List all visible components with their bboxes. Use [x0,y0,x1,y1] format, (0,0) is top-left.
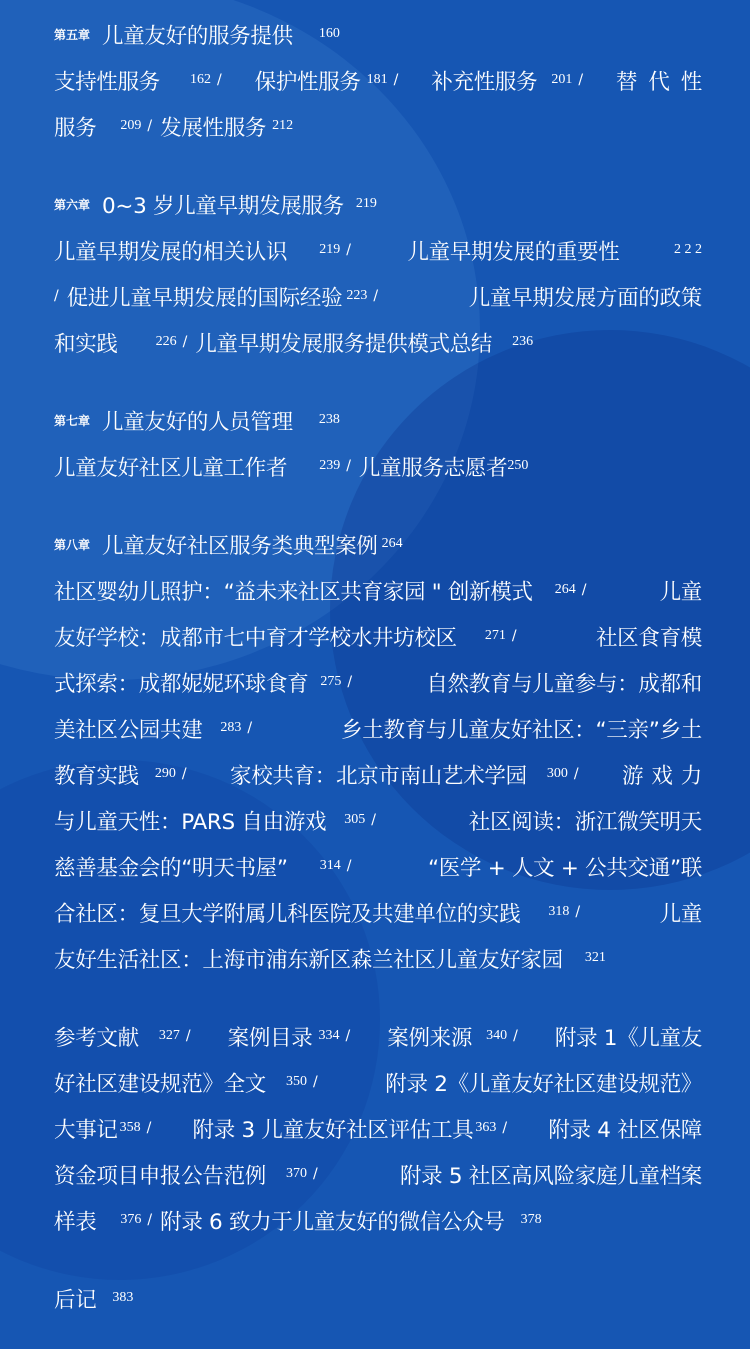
entry-title: 保护性服务 [254,69,361,95]
toc-entry[interactable] [54,281,386,312]
toc-entry[interactable]: 儿童早期发展的重要性 [407,239,620,265]
page-number: 275 [320,674,342,689]
toc-entry[interactable] [431,65,591,96]
entry-title: 参考文献 [54,1025,139,1051]
chapter-8-heading[interactable] [54,527,702,561]
toc-entry[interactable] [387,1021,526,1052]
toc-line [54,1065,702,1099]
entry-title: 附录 6 致力于儿童友好的微信公众号 [160,1209,505,1235]
toc-entry[interactable] [54,759,195,790]
separator: / [393,72,399,88]
toc-line [54,757,702,791]
toc-line [54,279,702,313]
separator: / [575,904,581,920]
entry-title: 儿童早期发展服务提供模式总结 [195,331,493,357]
chapter-title: 儿童友好社区服务类典型案例 [102,533,378,559]
separator: / [573,766,579,782]
entry-title: 和实践 [54,331,118,357]
entry-title: 资金项目申报公告范例 [54,1163,267,1189]
page-number: 363 [475,1120,497,1135]
toc-line [54,449,702,483]
entry-title: 友好生活社区：上海市浦东新区森兰社区儿童友好家园 [54,947,563,973]
entry-title: 儿童早期发展的相关认识 [54,239,288,265]
entry-title: 附录 3 儿童友好社区评估工具 [192,1117,474,1143]
separator: / [313,1074,318,1090]
toc-line [54,573,702,607]
toc-entry-start[interactable]: 社区食育模 [595,625,702,651]
toc-entry-start[interactable]: 附录 1《儿童友 [554,1025,702,1051]
toc-line [54,233,702,267]
entry-char: 戏 [651,763,673,789]
chapter-title: 0~3 岁儿童早期发展服务 [102,193,344,219]
separator: / [146,1120,152,1136]
toc-entry[interactable] [54,667,360,698]
separator: / [313,1166,318,1182]
page-number: 236 [512,334,534,349]
page-number: 201 [551,72,573,87]
entry-title: 社区婴幼儿照护：“益未来社区共育家园 " 创新模式 [54,579,533,605]
separator: / [54,288,59,304]
toc-entry-end[interactable] [54,111,160,142]
page-number: 358 [119,1120,141,1135]
entry-title: 慈善基金会的“明天书屋” [54,855,288,881]
toc-entry-start[interactable]: 儿童 [659,901,702,927]
toc-line [54,1157,702,1191]
page-number: 370 [286,1166,308,1181]
toc-line [54,1019,702,1053]
toc-entry-start[interactable]: 社区阅读：浙江微笑明天 [468,809,702,835]
toc-entry-start[interactable]: 自然教育与儿童参与：成都和 [426,671,702,697]
toc-entry-end[interactable] [54,1067,326,1098]
page-number: 271 [484,628,506,643]
chapter-label: 第五章 [54,27,91,42]
separator: / [578,72,584,88]
toc-entry[interactable] [255,65,407,96]
entry-title: 发展性服务 [160,115,267,141]
page-number: 250 [507,458,529,473]
toc-entry-start[interactable] [616,65,702,96]
entry-title: 后记 [54,1287,97,1313]
page-number: 318 [548,904,570,919]
page-number: 350 [286,1074,308,1089]
toc-entry[interactable] [54,65,230,96]
entry-char: 性 [680,69,702,95]
entry-title: 服务 [54,115,97,141]
toc-entry[interactable] [54,451,359,482]
separator: / [346,242,351,258]
entry-char: 替 [615,69,638,95]
separator: / [182,334,188,350]
chapter-title: 儿童友好的服务提供 [102,23,293,49]
page-number: 219 [355,196,377,211]
page-number: 212 [272,118,294,133]
entry-title: 支持性服务 [54,69,161,95]
toc-entry[interactable] [160,1205,547,1236]
entry-title: 友好学校：成都市七中育才学校水井坊校区 [54,625,457,651]
separator: / [581,582,587,598]
chapter-7-heading[interactable] [54,403,702,437]
chapter-6-heading[interactable] [54,187,702,221]
toc-line [54,665,702,699]
separator: / [513,1028,518,1044]
separator: / [147,118,153,134]
toc-line [54,711,702,745]
toc-entry[interactable] [54,713,260,744]
page-number: 314 [319,858,341,873]
toc-line [54,619,702,653]
page-number: 383 [112,1290,134,1305]
entry-char: 力 [680,763,702,789]
entry-title: 促进儿童早期发展的国际经验 [66,285,343,311]
toc-entry[interactable] [228,1021,359,1052]
toc-entry[interactable] [195,327,539,358]
entry-title: 儿童友好社区儿童工作者 [54,455,288,481]
page-number: 376 [120,1212,142,1227]
page-number: 334 [318,1028,340,1043]
toc-entry[interactable] [359,451,534,482]
page-number: 160 [318,26,340,41]
page-number: 223 [346,288,368,303]
toc-line [54,325,702,359]
toc-entry[interactable] [54,575,594,606]
afterword-entry[interactable] [54,1281,702,1315]
chapter-5-heading[interactable] [54,17,702,51]
page-number: 283 [220,720,242,735]
page-number: 209 [120,118,142,133]
toc-entry-start[interactable]: 乡土教育与儿童友好社区：“三亲”乡土 [341,717,702,743]
toc-entry-end[interactable] [54,327,195,358]
toc-entry[interactable] [54,897,588,928]
entry-title: 合社区：复旦大学附属儿科医院及共建单位的实践 [54,901,521,927]
entry-title: 好社区建设规范》全文 [54,1071,267,1097]
toc-entry-end[interactable] [54,1159,326,1190]
separator: / [185,1028,191,1044]
page-number: 340 [486,1028,508,1043]
page-number: 378 [520,1212,542,1227]
toc-line [54,1111,702,1145]
page-number: 327 [158,1028,180,1043]
toc-entry-start[interactable] [622,759,702,790]
separator: / [373,288,379,304]
toc-entry-end[interactable] [54,1113,159,1144]
toc-line [54,941,702,975]
page-number: 181 [366,72,388,87]
entry-title: 儿童服务志愿者 [358,455,508,481]
toc-line [54,1203,702,1237]
toc-line [54,63,702,97]
toc-entry-start[interactable]: “医学 + 人文 + 公共交通”联 [427,855,702,881]
entry-title: 补充性服务 [431,69,538,95]
page-number: 321 [584,950,606,965]
toc-entry[interactable] [160,111,299,142]
separator: / [346,458,351,474]
toc-entry[interactable] [54,1021,199,1052]
separator: / [347,674,353,690]
separator: / [147,1212,153,1228]
entry-title: 式探索：成都妮妮环球食育 [54,671,309,697]
page-number: 305 [344,812,366,827]
chapter-label: 第七章 [54,413,91,428]
toc-entry[interactable] [54,851,359,882]
toc-entry[interactable] [193,1113,516,1144]
toc-entry-start[interactable]: 附录 4 社区保障 [548,1117,702,1143]
toc-entry-start[interactable]: 儿童早期发展方面的政策 [468,285,702,311]
separator: / [247,720,253,736]
toc-line [54,849,702,883]
toc-line [54,895,702,929]
toc-entry[interactable] [54,235,359,266]
page-number: 264 [554,582,576,597]
page-number: 2 2 2 [674,242,702,257]
page-number: 239 [319,458,341,473]
toc-entry-start[interactable]: 儿童 [659,579,702,605]
separator: / [345,1028,351,1044]
entry-title: 美社区公园共建 [54,717,203,743]
entry-title: 样表 [54,1209,97,1235]
page-number: 264 [381,536,403,551]
chapter-label: 第八章 [54,537,91,552]
page-number: 238 [318,412,340,427]
separator: / [502,1120,508,1136]
separator: / [181,766,187,782]
entry-title: 案例来源 [387,1025,473,1051]
toc-entry-start[interactable]: 附录 2《儿童友好社区建设规范》 [385,1071,702,1097]
entry-title: 家校共育：北京市南山艺术学园 [230,763,527,789]
separator: / [371,812,376,828]
toc-line [54,109,702,143]
chapter-label: 第六章 [54,197,91,212]
page-number: 219 [319,242,341,257]
separator: / [511,628,517,644]
entry-title: 与儿童天性：PARS 自由游戏 [54,809,327,835]
toc-entry[interactable] [54,621,525,652]
toc-entry[interactable] [230,759,587,790]
chapter-title: 儿童友好的人员管理 [102,409,293,435]
toc-entry[interactable] [54,805,384,836]
toc-entry-start[interactable]: 附录 5 社区高风险家庭儿童档案 [399,1163,702,1189]
toc-line [54,803,702,837]
toc-entry-end[interactable] [54,943,612,974]
entry-title: 教育实践 [54,763,139,789]
entry-char: 代 [648,69,670,95]
page-number: 300 [546,766,568,781]
page-number: 162 [190,72,212,87]
separator: / [346,858,352,874]
toc-entry-end[interactable] [54,1205,160,1236]
entry-title: 案例目录 [227,1025,313,1051]
page-number: 226 [155,334,177,349]
entry-char: 游 [622,763,644,789]
page-number: 290 [154,766,176,781]
separator: / [217,72,222,88]
entry-title: 大事记 [54,1117,118,1143]
